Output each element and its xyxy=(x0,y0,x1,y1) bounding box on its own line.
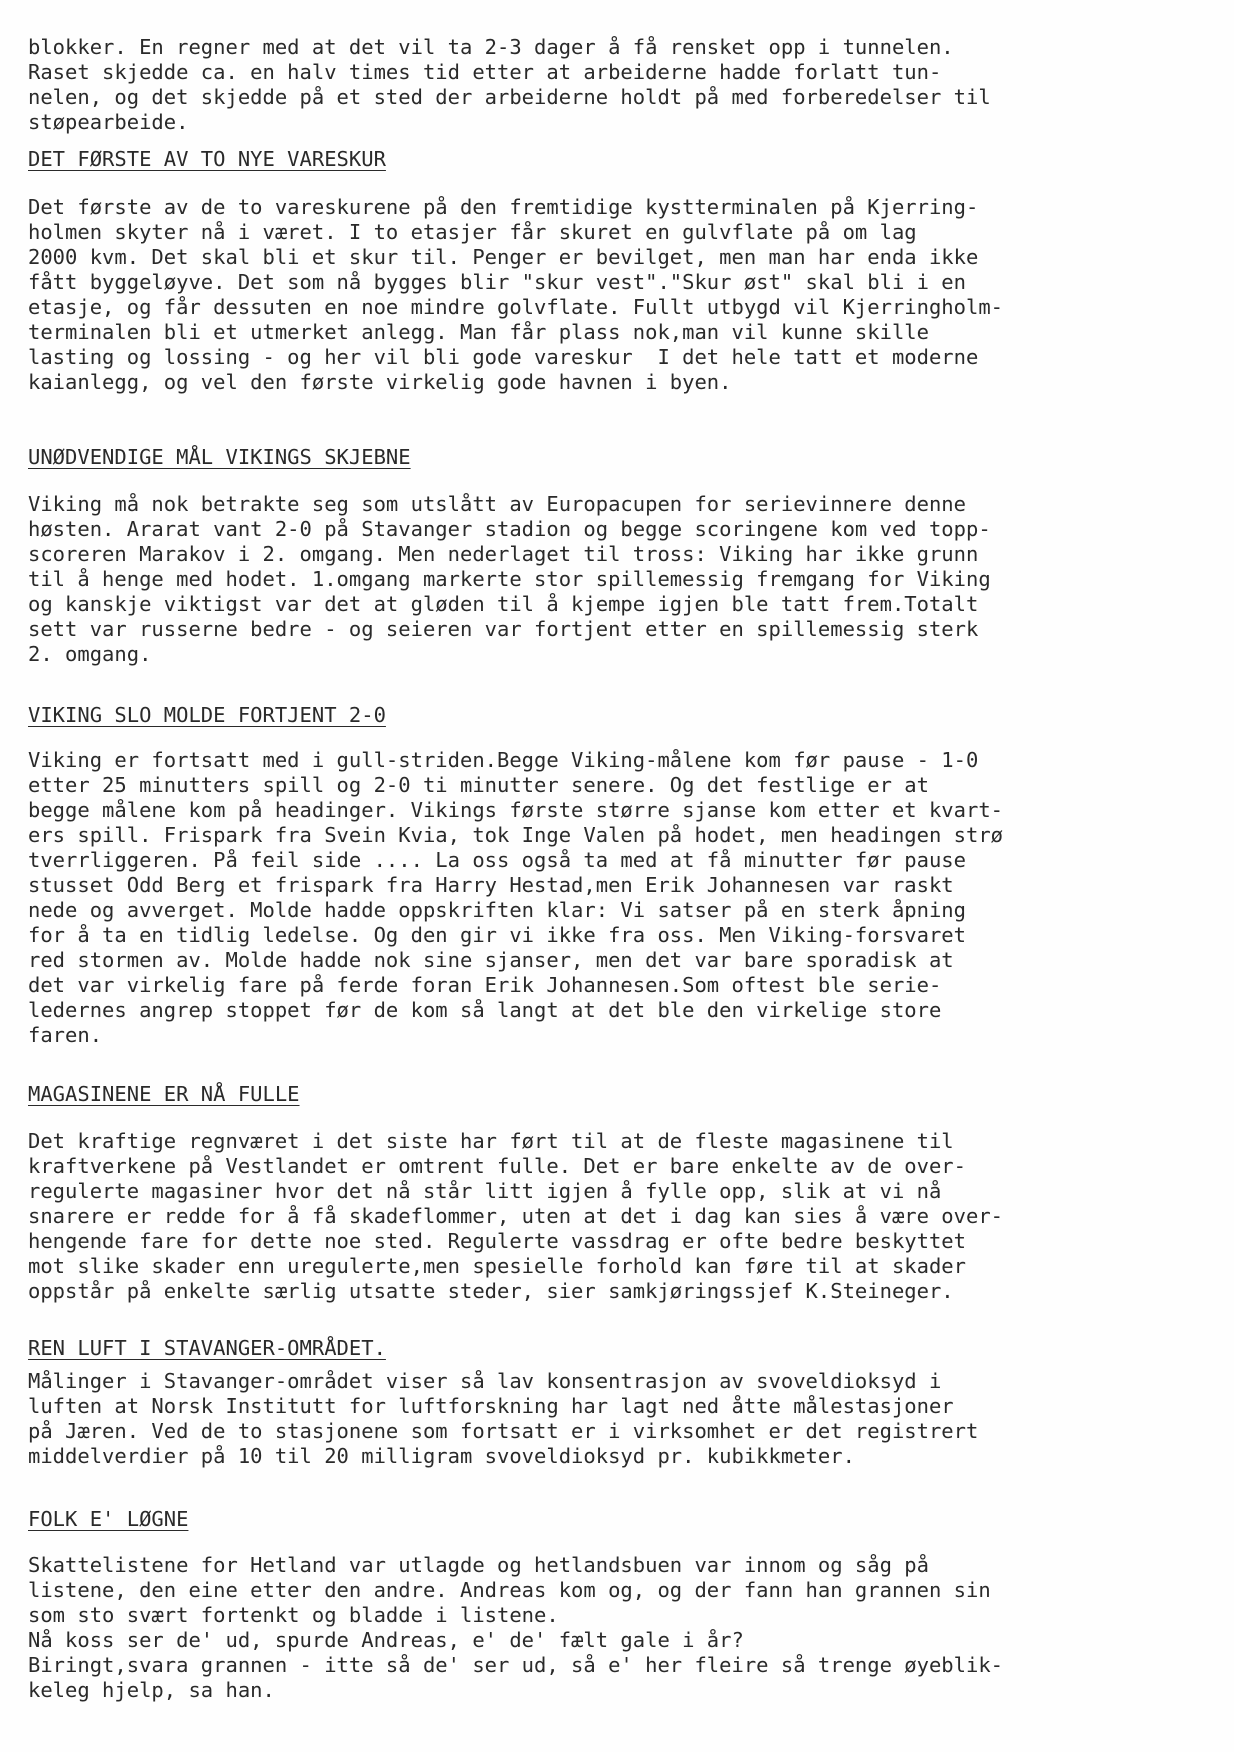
text-line: det var virkelig fare på ferde foran Erik Johannesen.Som oftest ble serie- xyxy=(28,973,942,997)
section-heading-magasinene: MAGASINENE ER NÅ FULLE xyxy=(28,1082,300,1106)
text-line: blokker. En regner med at det vil ta 2-3 dager å få rensket opp i tunnelen. xyxy=(28,35,954,59)
text-line: som sto svært fortenkt og bladde i listene. xyxy=(28,1603,559,1627)
section-body-ren-luft xyxy=(28,1369,1208,1469)
text-line: terminalen bli et utmerket anlegg. Man får plass nok,man vil kunne skille xyxy=(28,320,929,344)
text-line: holmen skyter nå i været. I to etasjer får skuret en gulvflate på om lag xyxy=(28,220,917,244)
section-heading-vareskur: DET FØRSTE AV TO NYE VARESKUR xyxy=(28,147,386,171)
text-line: faren. xyxy=(28,1023,103,1047)
text-line: etasje, og får dessuten en noe mindre golvflate. Fullt utbygd vil Kjerringholm- xyxy=(28,295,1004,319)
section-heading-viking-molde: VIKING SLO MOLDE FORTJENT 2-0 xyxy=(28,703,386,727)
text-line: for å ta en tidlig ledelse. Og den gir vi ikke fra oss. Men Viking-forsvaret xyxy=(28,923,966,947)
text-line: Raset skjedde ca. en halv times tid etter at arbeiderne hadde forlatt tun- xyxy=(28,60,942,84)
text-line: oppstår på enkelte særlig utsatte steder, sier samkjøringssjef K.Steineger. xyxy=(28,1279,954,1303)
text-line: ers spill. Frispark fra Svein Kvia, tok Inge Valen på hodet, men headingen strø xyxy=(28,823,1004,847)
text-line: begge målene kom på headinger. Vikings første større sjanse kom etter et kvart- xyxy=(28,798,1004,822)
text-line: Målinger i Stavanger-området viser så lav konsentrasjon av svoveldioksyd i xyxy=(28,1369,942,1393)
text-line: på Jæren. Ved de to stasjonene som fortsatt er i virksomhet er det registrert xyxy=(28,1419,979,1443)
section-body-vareskur xyxy=(28,195,1208,395)
text-line: snarere er redde for å få skadeflommer, uten at det i dag kan sies å være over- xyxy=(28,1204,1004,1228)
text-line: kaianlegg, og vel den første virkelig gode havnen i byen. xyxy=(28,370,732,394)
text-line: sett var russerne bedre - og seieren var fortjent etter en spillemessig sterk xyxy=(28,617,979,641)
section-heading-folk: FOLK E' LØGNE xyxy=(28,1507,189,1531)
text-line: luften at Norsk Institutt for luftforskning har lagt ned åtte målestasjoner xyxy=(28,1394,954,1418)
text-line: kraftverkene på Vestlandet er omtrent fulle. Det er bare enkelte av de over- xyxy=(28,1154,966,1178)
text-line: 2. omgang. xyxy=(28,642,152,666)
text-line: Biringt,svara grannen - itte så de' ser ud, så e' her fleire så trenge øyeblik- xyxy=(28,1653,1004,1677)
text-line: listene, den eine etter den andre. Andreas kom og, og der fann han grannen sin xyxy=(28,1578,991,1602)
text-line: hengende fare for dette noe sted. Regulerte vassdrag er ofte bedre beskyttet xyxy=(28,1229,966,1253)
text-line: nede og avverget. Molde hadde oppskriften klar: Vi satser på en sterk åpning xyxy=(28,898,966,922)
text-line: keleg hjelp, sa han. xyxy=(28,1678,275,1702)
text-line: Det første av de to vareskurene på den fremtidige kystterminalen på Kjerring- xyxy=(28,195,979,219)
section-heading-viking-europacup: UNØDVENDIGE MÅL VIKINGS SKJEBNE xyxy=(28,445,411,469)
text-line: Viking er fortsatt med i gull-striden.Begge Viking-målene kom før pause - 1-0 xyxy=(28,748,979,772)
text-line: stusset Odd Berg et frispark fra Harry Hestad,men Erik Johannesen var raskt xyxy=(28,873,954,897)
text-line: scoreren Marakov i 2. omgang. Men nederlaget til tross: Viking har ikke grunn xyxy=(28,542,979,566)
section-body-magasinene xyxy=(28,1129,1208,1304)
text-line: mot slike skader enn uregulerte,men spesielle forhold kan føre til at skader xyxy=(28,1254,966,1278)
text-line: Nå koss ser de' ud, spurde Andreas, e' de' fælt gale i år? xyxy=(28,1628,744,1652)
text-line: Viking må nok betrakte seg som utslått av Europacupen for serievinnere denne xyxy=(28,492,966,516)
section-body-viking-europacup xyxy=(28,492,1208,667)
intro-paragraph xyxy=(28,35,1208,135)
section-body-folk xyxy=(28,1553,1208,1703)
text-line: og kanskje viktigst var det at gløden til å kjempe igjen ble tatt frem.Totalt xyxy=(28,592,979,616)
text-line: red stormen av. Molde hadde nok sine sjanser, men det var bare sporadisk at xyxy=(28,948,954,972)
text-line: 2000 kvm. Det skal bli et skur til. Penger er bevilget, men man har enda ikke xyxy=(28,245,979,269)
text-line: regulerte magasiner hvor det nå står litt igjen å fylle opp, slik at vi nå xyxy=(28,1179,942,1203)
text-line: fått byggeløyve. Det som nå bygges blir "skur vest"."Skur øst" skal bli i en xyxy=(28,270,966,294)
text-line: støpearbeide. xyxy=(28,110,189,134)
text-line: høsten. Ararat vant 2-0 på Stavanger stadion og begge scoringene kom ved topp- xyxy=(28,517,991,541)
text-line: tverrliggeren. På feil side .... La oss også ta med at få minutter før pause xyxy=(28,848,966,872)
text-line: til å henge med hodet. 1.omgang markerte stor spillemessig fremgang for Viking xyxy=(28,567,991,591)
text-line: etter 25 minutters spill og 2-0 ti minutter senere. Og det festlige er at xyxy=(28,773,929,797)
section-body-viking-molde xyxy=(28,748,1208,1048)
text-line: lasting og lossing - og her vil bli gode vareskur I det hele tatt et moderne xyxy=(28,345,979,369)
section-heading-ren-luft: REN LUFT I STAVANGER-OMRÅDET. xyxy=(28,1336,386,1360)
text-line: Skattelistene for Hetland var utlagde og hetlandsbuen var innom og såg på xyxy=(28,1553,929,1577)
text-line: nelen, og det skjedde på et sted der arbeiderne holdt på med forberedelser til xyxy=(28,85,991,109)
text-line: ledernes angrep stoppet før de kom så langt at det ble den virkelige store xyxy=(28,998,942,1022)
text-line: middelverdier på 10 til 20 milligram svoveldioksyd pr. kubikkmeter. xyxy=(28,1444,855,1468)
text-line: Det kraftige regnværet i det siste har ført til at de fleste magasinene til xyxy=(28,1129,954,1153)
